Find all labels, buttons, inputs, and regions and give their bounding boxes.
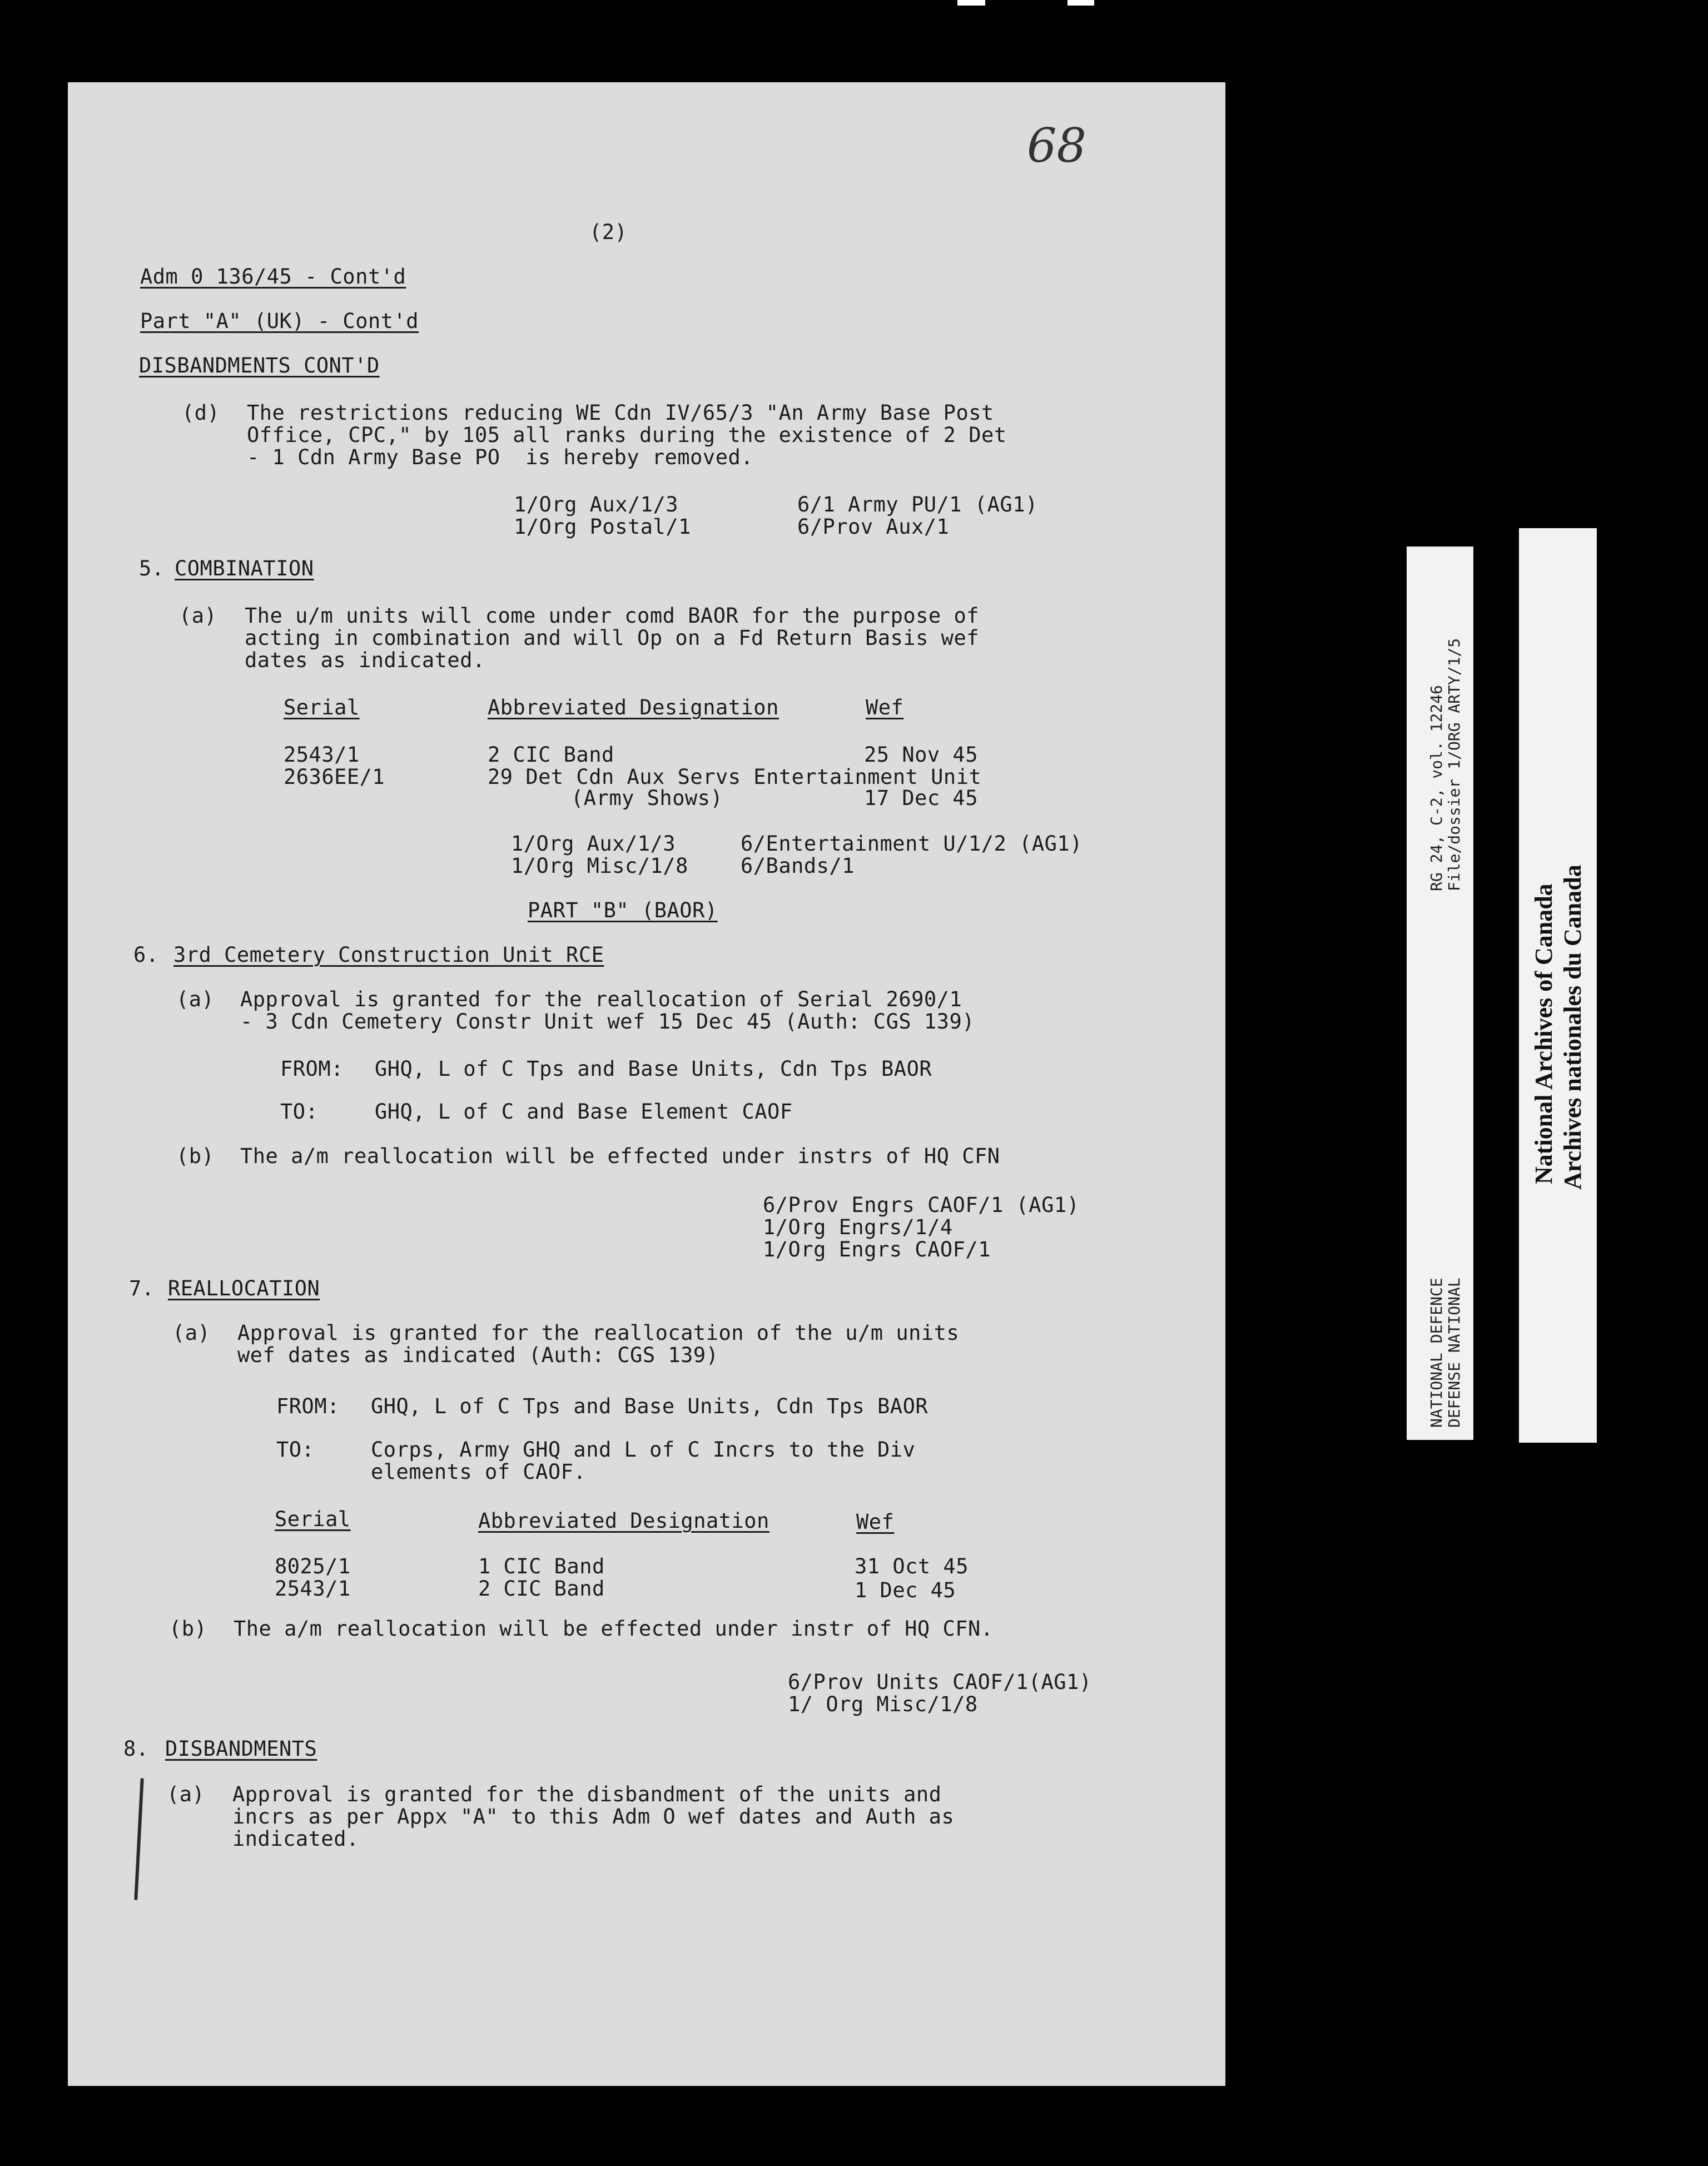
reference-code: 6/Prov Engrs CAOF/1 (AG1) bbox=[763, 1193, 1080, 1217]
table-cell: 29 Det Cdn Aux Servs Entertainment Unit bbox=[488, 765, 982, 789]
table-cell: 2 CIC Band bbox=[488, 743, 614, 767]
reference-code: 6/Prov Units CAOF/1(AG1) bbox=[788, 1670, 1092, 1694]
to-label: TO: bbox=[276, 1438, 315, 1462]
table-cell: 2636EE/1 bbox=[284, 765, 385, 789]
paragraph-line: The restrictions reducing WE Cdn IV/65/3 "An Army Base Post bbox=[247, 401, 994, 425]
section-number: 8. bbox=[123, 1737, 149, 1761]
item-label: (b) bbox=[169, 1617, 207, 1641]
to-text: Corps, Army GHQ and L of C Incrs to the Div bbox=[371, 1438, 916, 1462]
part-b-heading: PART "B" (BAOR) bbox=[528, 898, 718, 922]
from-label: FROM: bbox=[280, 1057, 344, 1081]
paragraph-line: acting in combination and will Op on a Fd Return Basis wef bbox=[245, 626, 980, 650]
paragraph-line: Approval is granted for the disbandment of the units and bbox=[232, 1782, 942, 1806]
part-a-heading: Part "A" (UK) - Cont'd bbox=[140, 309, 419, 333]
table-header: Serial bbox=[275, 1507, 351, 1531]
paragraph-line: wef dates as indicated (Auth: CGS 139) bbox=[237, 1343, 719, 1367]
item-label: (a) bbox=[179, 604, 217, 628]
paragraph-line: Office, CPC," by 105 all ranks during the existence of 2 Det bbox=[247, 423, 1007, 447]
table-header: Abbreviated Designation bbox=[488, 695, 779, 719]
reference-code: 6/1 Army PU/1 (AG1) bbox=[797, 493, 1038, 516]
document-reference: Adm 0 136/45 - Cont'd bbox=[140, 265, 406, 289]
from-text: GHQ, L of C Tps and Base Units, Cdn Tps BAOR bbox=[375, 1057, 932, 1081]
archive-reference-stamp bbox=[1407, 547, 1473, 1440]
film-edge-mark bbox=[957, 0, 985, 6]
paragraph-line: The a/m reallocation will be effected under instrs of HQ CFN bbox=[240, 1144, 1000, 1168]
stamp-line: National Archives of Canada bbox=[1530, 883, 1557, 1184]
table-cell: 25 Nov 45 bbox=[864, 743, 978, 767]
reference-code: 1/ Org Misc/1/8 bbox=[788, 1692, 978, 1716]
table-cell: 8025/1 bbox=[275, 1554, 351, 1578]
stamp-line: DEFENSE NATIONAL bbox=[1445, 1278, 1463, 1428]
table-header: Abbreviated Designation bbox=[478, 1509, 769, 1533]
section-title: REALLOCATION bbox=[168, 1276, 320, 1300]
reference-code: 1/Org Postal/1 bbox=[514, 515, 691, 539]
from-text: GHQ, L of C Tps and Base Units, Cdn Tps BAOR bbox=[371, 1394, 929, 1418]
national-archives-stamp bbox=[1519, 528, 1597, 1443]
paragraph-line: indicated. bbox=[232, 1827, 359, 1851]
table-cell: 1 CIC Band bbox=[478, 1554, 605, 1578]
paragraph-line: The a/m reallocation will be effected under instr of HQ CFN. bbox=[234, 1617, 994, 1641]
to-text: elements of CAOF. bbox=[371, 1460, 587, 1484]
table-header: Serial bbox=[284, 695, 360, 719]
stamp-line: NATIONAL DEFENCE bbox=[1427, 1278, 1446, 1428]
page-number: (2) bbox=[589, 220, 628, 244]
table-cell: (Army Shows) bbox=[571, 786, 723, 810]
disbandments-contd-heading: DISBANDMENTS CONT'D bbox=[139, 354, 380, 377]
table-cell: 2543/1 bbox=[275, 1577, 351, 1601]
stamp-line: Archives nationales du Canada bbox=[1559, 865, 1586, 1190]
paragraph-line: Approval is granted for the reallocation of Serial 2690/1 bbox=[240, 987, 962, 1011]
table-cell: 2543/1 bbox=[284, 743, 360, 767]
item-label: (a) bbox=[176, 987, 215, 1011]
table-header: Wef bbox=[866, 695, 904, 719]
section-title: 3rd Cemetery Construction Unit RCE bbox=[173, 943, 604, 967]
reference-code: 1/Org Aux/1/3 bbox=[514, 493, 679, 516]
paragraph-line: - 1 Cdn Army Base PO is hereby removed. bbox=[247, 445, 754, 469]
reference-code: 6/Prov Aux/1 bbox=[797, 515, 950, 539]
margin-pen-mark bbox=[134, 1778, 144, 1900]
table-cell: 17 Dec 45 bbox=[864, 786, 978, 810]
paragraph-line: Approval is granted for the reallocation of the u/m units bbox=[237, 1321, 960, 1345]
section-number: 5. bbox=[139, 557, 165, 580]
paragraph-line: - 3 Cdn Cemetery Constr Unit wef 15 Dec 45 (Auth: CGS 139) bbox=[240, 1010, 975, 1034]
paragraph-line: incrs as per Appx "A" to this Adm O wef dates and Auth as bbox=[232, 1805, 955, 1829]
reference-code: 6/Entertainment U/1/2 (AG1) bbox=[741, 832, 1083, 856]
section-number: 6. bbox=[133, 943, 159, 967]
table-cell: 1 Dec 45 bbox=[855, 1578, 956, 1602]
table-header: Wef bbox=[856, 1510, 895, 1534]
paragraph-line: dates as indicated. bbox=[245, 648, 485, 672]
reference-code: 1/Org Misc/1/8 bbox=[511, 854, 688, 878]
section-number: 7. bbox=[129, 1276, 155, 1300]
table-cell: 31 Oct 45 bbox=[855, 1554, 969, 1578]
item-label: (a) bbox=[167, 1782, 205, 1806]
reference-code: 1/Org Aux/1/3 bbox=[511, 832, 676, 856]
item-label: (d) bbox=[182, 401, 220, 425]
to-label: TO: bbox=[280, 1100, 319, 1124]
table-cell: 2 CIC Band bbox=[478, 1577, 605, 1601]
to-text: GHQ, L of C and Base Element CAOF bbox=[375, 1100, 793, 1124]
reference-code: 1/Org Engrs/1/4 bbox=[763, 1215, 953, 1239]
reference-code: 6/Bands/1 bbox=[741, 854, 855, 878]
item-label: (a) bbox=[172, 1321, 211, 1345]
film-edge-mark bbox=[1068, 0, 1094, 6]
reference-code: 1/Org Engrs CAOF/1 bbox=[763, 1238, 991, 1261]
handwritten-page-number: 68 bbox=[1027, 118, 1086, 173]
section-title: DISBANDMENTS bbox=[165, 1737, 317, 1761]
paragraph-line: The u/m units will come under comd BAOR for the purpose of bbox=[245, 604, 980, 628]
section-title: COMBINATION bbox=[175, 557, 314, 580]
document-page bbox=[68, 82, 1225, 2086]
from-label: FROM: bbox=[276, 1394, 340, 1418]
stamp-line: RG 24, C-2, vol. 12246 bbox=[1427, 685, 1446, 891]
item-label: (b) bbox=[176, 1144, 215, 1168]
stamp-line: File/dossier 1/ORG ARTY/1/5 bbox=[1445, 638, 1463, 891]
